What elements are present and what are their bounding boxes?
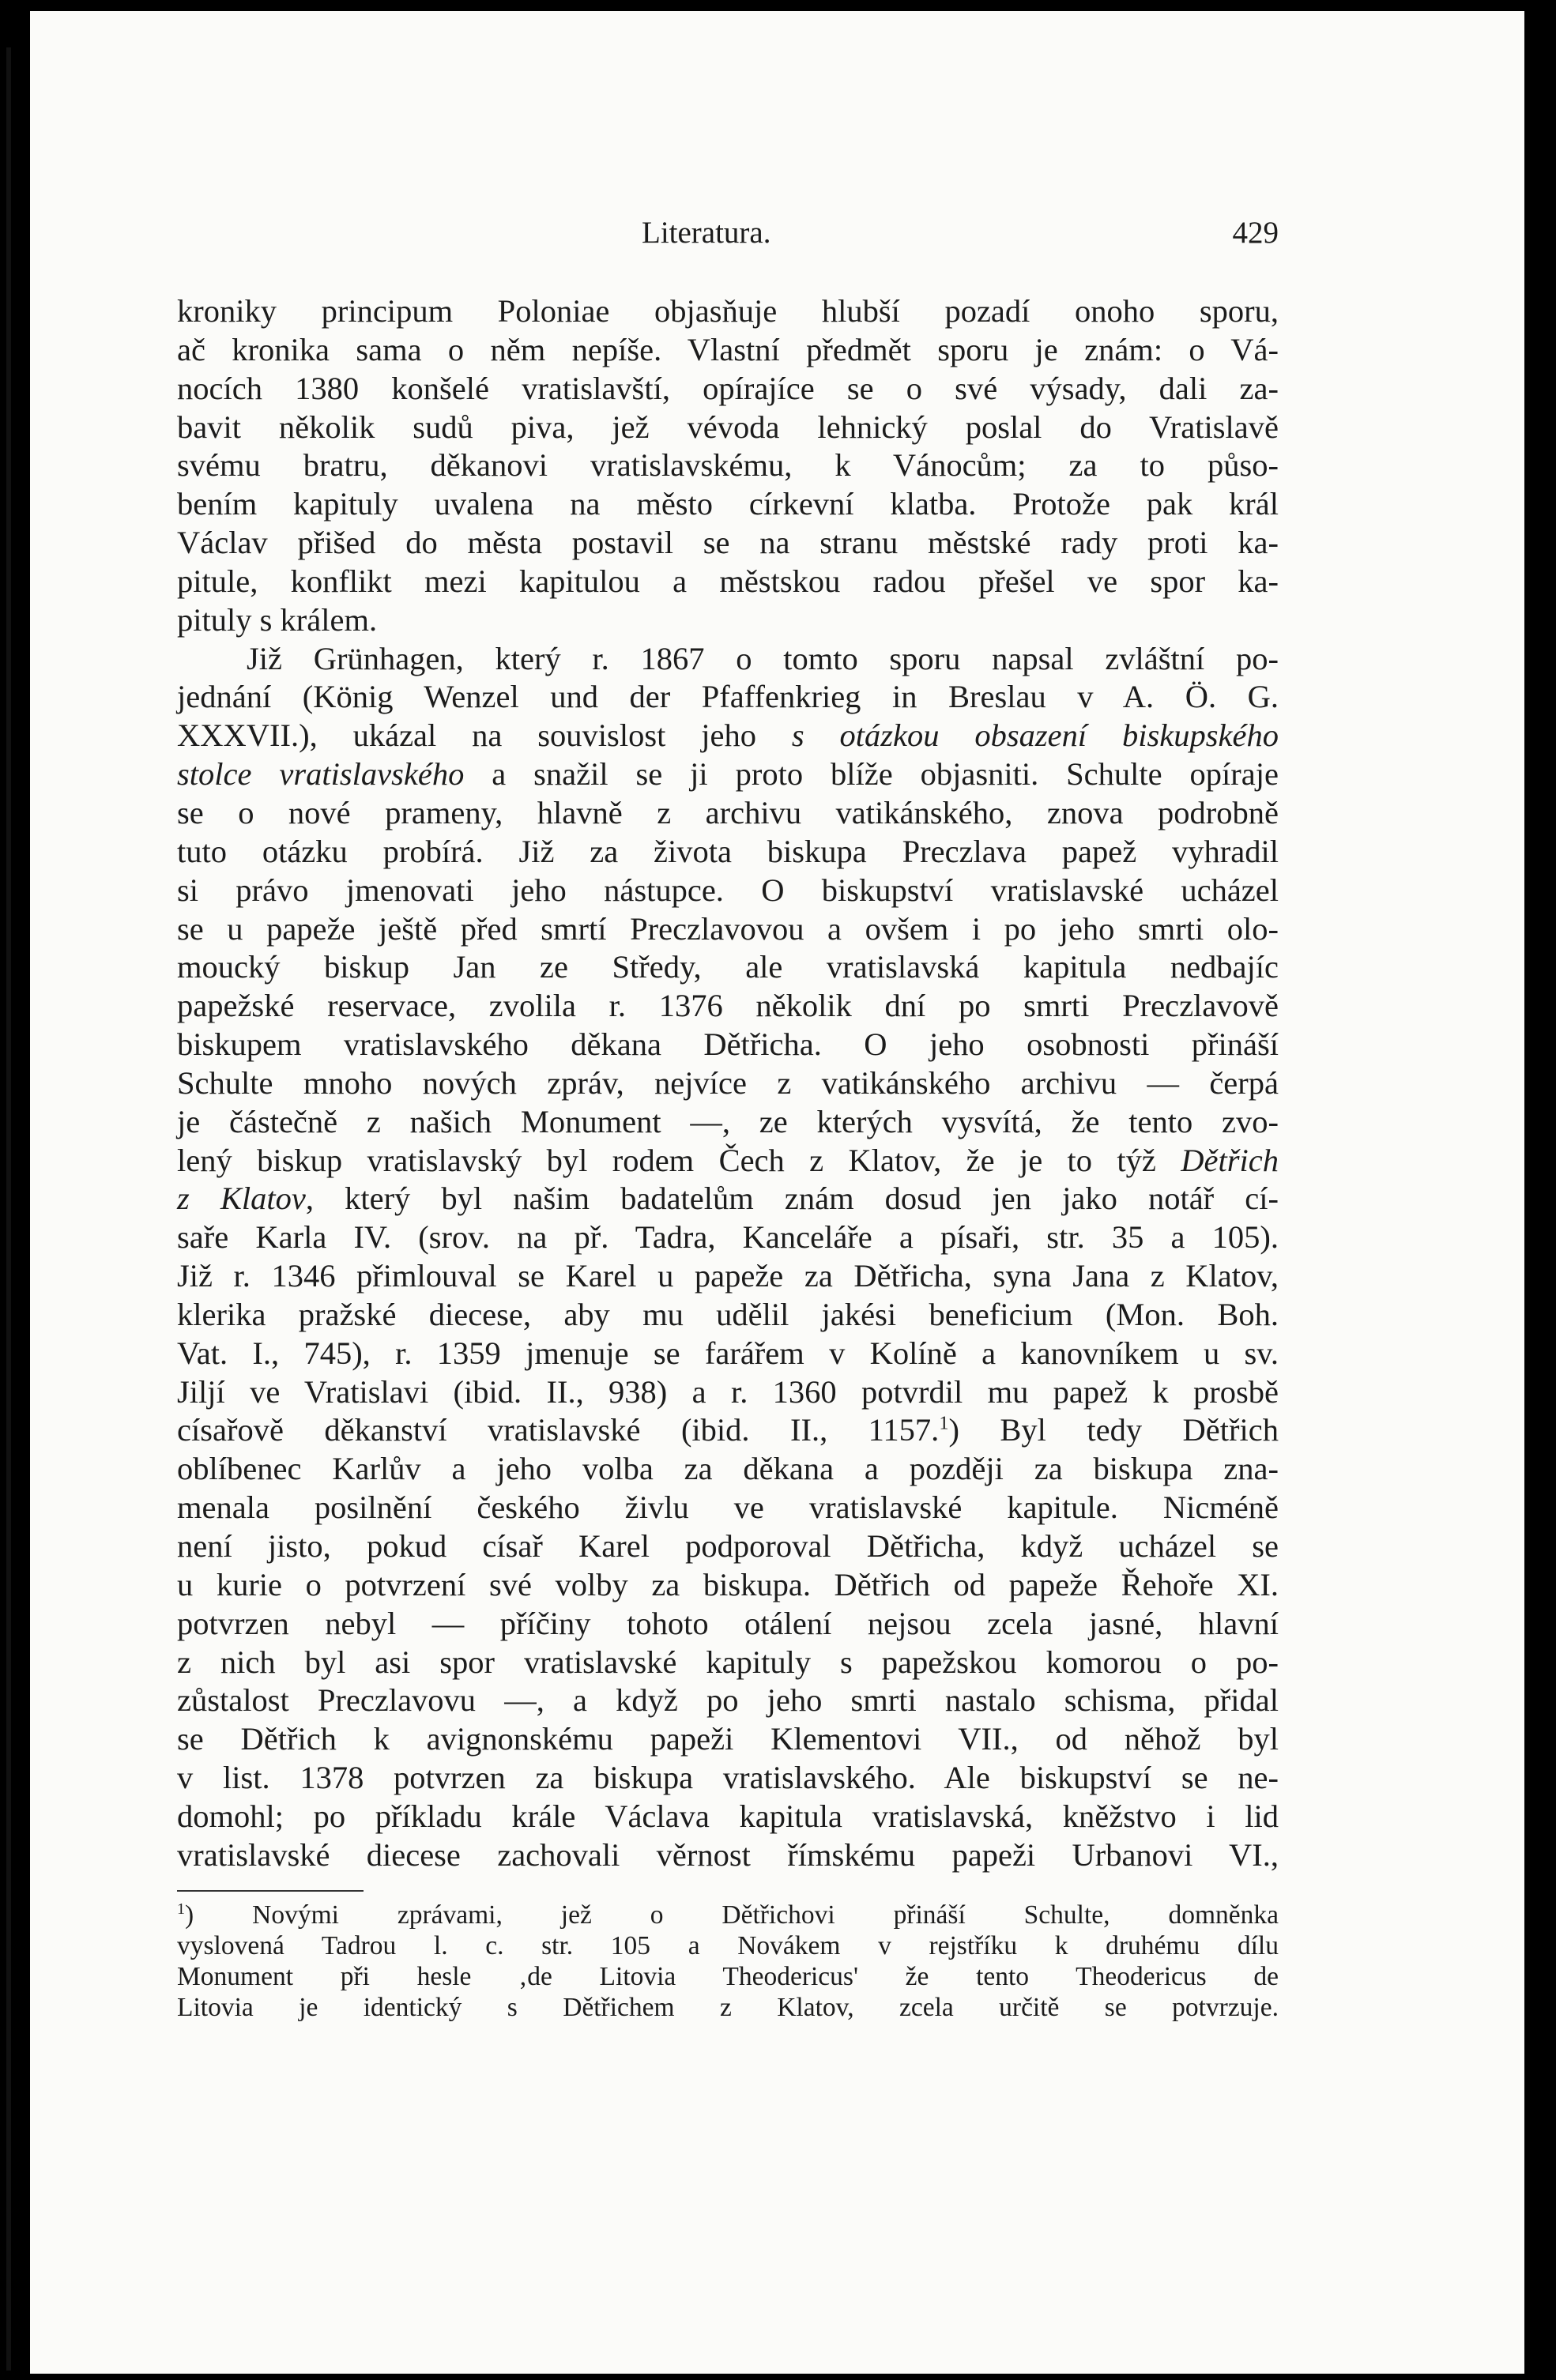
text-line: Vat. I., 745), r. 1359 jmenuje se farářem v Kolíně a kanovníkem u sv.	[177, 1335, 1279, 1371]
text-line: Václav přišed do města postavil se na stranu městské rady proti ka-	[177, 525, 1279, 561]
text-line	[177, 717, 1279, 755]
text-line	[177, 1180, 1279, 1218]
text-line: u kurie o potvrzení své volby za biskupa. Dětřich od papeže Řehoře XI.	[177, 1566, 1279, 1602]
text-line: klerika pražské diecese, aby mu udělil jakési beneficium (Mon. Boh.	[177, 1296, 1279, 1332]
text-line	[177, 1411, 1279, 1450]
text-segment: ) Novými zprávami, jež o Dětřichovi přináší Schulte, domněnka	[185, 1900, 1279, 1930]
text-line: domohl; po příkladu krále Václava kapitula vratislavská, kněžstvo i lid	[177, 1798, 1279, 1834]
body-text	[177, 292, 1279, 1875]
page-header	[177, 215, 1279, 254]
text-line: vratislavské diecese zachovali věrnost římskému papeži Urbanovi VI.,	[177, 1836, 1279, 1873]
text-segment: , který byl našim badatelům znám dosud jen jako notář cí-	[305, 1181, 1279, 1217]
text-segment: ) Byl tedy Dětřich	[948, 1412, 1279, 1448]
text-line: ač kronika sama o něm nepíše. Vlastní předmět sporu je znám: o Vá-	[177, 331, 1279, 367]
page-number: 429	[1232, 216, 1279, 250]
text-line: oblíbenec Karlův a jeho volba za děkana a později za biskupa zna-	[177, 1451, 1279, 1487]
text-line: Schulte mnoho nových zpráv, nejvíce z vatikánského archivu — čerpá	[177, 1064, 1279, 1101]
running-title: Literatura.	[642, 216, 771, 250]
footnote-line: vyslovená Tadrou l. c. str. 105 a Novákem v rejstříku k druhému dílu	[177, 1931, 1279, 1960]
text-line: pituly s králem.	[177, 601, 378, 638]
text-line: nocích 1380 konšelé vratislavští, opírajíce se o své výsady, dali za-	[177, 370, 1279, 406]
italic-phrase: s otázkou obsazení biskupského	[791, 717, 1279, 754]
text-line: se o nové prameny, hlavně z archivu vatikánského, znova podrobně	[177, 794, 1279, 830]
text-line	[177, 755, 1279, 794]
text-line: svému bratru, děkanovi vratislavskému, k Vánocům; za to půso-	[177, 447, 1279, 484]
text-line: biskupem vratislavského děkana Dětřicha. O jeho osobnosti přináší	[177, 1026, 1279, 1063]
text-line: se Dětřich k avignonskému papeži Klementovi VII., od něhož byl	[177, 1721, 1279, 1757]
text-line: jednání (König Wenzel und der Pfaffenkrieg in Breslau v A. Ö. G.	[177, 679, 1279, 715]
text-segment: lený biskup vratislavský byl rodem Čech z Klatov, že je to týž	[177, 1142, 1181, 1178]
footnote-line: Monument při hesle ‚de Litovia Theodericus' že tento Theodericus de	[177, 1962, 1279, 1991]
text-line: Již r. 1346 přimlouval se Karel u papeže za Dětřicha, syna Jana z Klatov,	[177, 1258, 1279, 1294]
text-line: bením kapituly uvalena na město církevní klatba. Protože pak král	[177, 486, 1279, 522]
italic-phrase: stolce vratislavského	[177, 756, 465, 793]
footnote-marker: 1	[177, 1900, 186, 1918]
footnote-line	[177, 1900, 1279, 1930]
text-line: potvrzen nebyl — příčiny tohoto otálení nejsou zcela jasné, hlavní	[177, 1605, 1279, 1641]
italic-phrase: z Klatov	[177, 1181, 306, 1217]
text-line: papežské reservace, zvolila r. 1376 několik dní po smrti Preczlavově	[177, 988, 1279, 1024]
text-line: Jiljí ve Vratislavi (ibid. II., 938) a r. 1360 potvrdil mu papež k prosbě	[177, 1373, 1279, 1410]
text-line: je částečně z našich Monument —, ze kterých vysvítá, že tento zvo-	[177, 1103, 1279, 1139]
text-line: Již Grünhagen, který r. 1867 o tomto sporu napsal zvláštní po-	[247, 640, 1279, 676]
text-line: menala posilnění českého živlu ve vratislavské kapitule. Nicméně	[177, 1489, 1279, 1526]
text-line: se u papeže ještě před smrtí Preczlavovou a ovšem i po jeho smrti olo-	[177, 910, 1279, 947]
footnote-line: Litovia je identický s Dětřichem z Klatov, zcela určitě se potvrzuje.	[177, 1993, 1279, 2022]
italic-phrase: Dětřich	[1181, 1142, 1279, 1178]
text-line: moucký biskup Jan ze Středy, ale vratislavská kapitula nedbajíc	[177, 949, 1279, 985]
text-line: si právo jmenovati jeho nástupce. O biskupství vratislavské ucházel	[177, 872, 1279, 908]
text-line: kroniky principum Poloniae objasňuje hlubší pozadí onoho sporu,	[177, 293, 1279, 329]
text-line: z nich byl asi spor vratislavské kapituly s papežskou komorou o po-	[177, 1644, 1279, 1680]
text-segment: XXXVII.), ukázal na souvislost jeho	[177, 717, 792, 754]
text-segment: a snažil se ji proto blíže objasniti. Schulte opíraje	[464, 756, 1279, 793]
footnote	[177, 1900, 1279, 2023]
footnote-separator	[177, 1890, 364, 1892]
footnote-reference: 1	[939, 1412, 949, 1434]
text-line: tuto otázku probírá. Již za života biskupa Preczlava papež vyhradil	[177, 833, 1279, 869]
text-line: není jisto, pokud císař Karel podporoval Dětřicha, když ucházel se	[177, 1528, 1279, 1564]
text-line: bavit několik sudů piva, jež vévoda lehnický poslal do Vratislavě	[177, 409, 1279, 445]
text-line: zůstalost Preczlavovu —, a když po jeho smrti nastalo schisma, přidal	[177, 1682, 1279, 1719]
text-line: saře Karla IV. (srov. na př. Tadra, Kanceláře a písaři, str. 35 a 105).	[177, 1219, 1279, 1256]
binding-edge	[6, 47, 11, 2371]
text-line	[177, 1142, 1279, 1181]
text-segment: císařově děkanství vratislavské (ibid. II., 1157.	[177, 1412, 940, 1448]
text-line: v list. 1378 potvrzen za biskupa vratislavského. Ale biskupství se ne-	[177, 1760, 1279, 1796]
text-line: pitule, konflikt mezi kapitulou a městskou radou přešel ve spor ka-	[177, 563, 1279, 599]
